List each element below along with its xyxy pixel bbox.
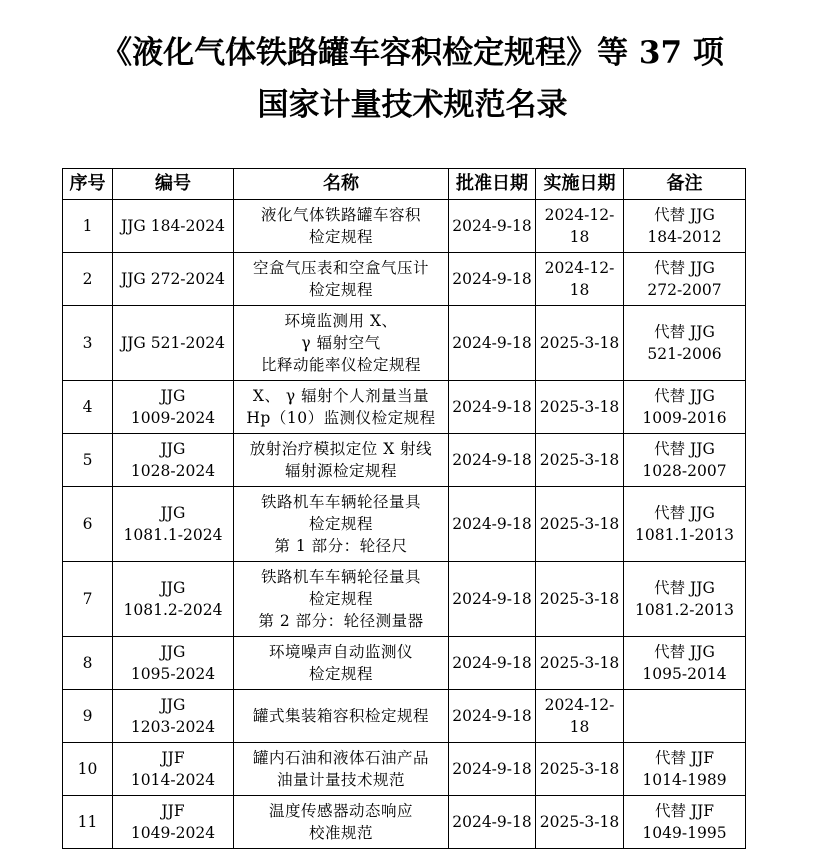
cell-code <box>113 306 234 381</box>
cell-code-line: 1203-2024 <box>130 718 216 736</box>
cell-code <box>113 637 234 690</box>
page-title-line-2: 国家计量技术规范名录 <box>257 87 568 123</box>
cell-name-line: 铁路机车车辆轮径量具 <box>260 493 421 511</box>
cell-approve-date: 2024-9-18 <box>449 743 536 796</box>
cell-name-line: 检定规程 <box>308 281 373 299</box>
cell-effective-date: 2024-12-18 <box>536 200 624 253</box>
cell-seq: 4 <box>63 381 113 434</box>
cell-note-line: 代替 JJG <box>654 440 715 458</box>
cell-code-line: JJG <box>160 579 186 597</box>
cell-name-line: 放射治疗模拟定位 X 射线 <box>249 440 433 458</box>
cell-code-line: JJG 521-2024 <box>120 334 225 352</box>
cell-seq: 10 <box>63 743 113 796</box>
cell-code-line: 1009-2024 <box>130 409 216 427</box>
cell-code-line: 1049-2024 <box>130 824 216 842</box>
cell-note <box>624 200 746 253</box>
cell-name <box>234 253 449 306</box>
cell-code-line: JJG <box>160 504 186 522</box>
cell-code-line: 1095-2024 <box>130 665 216 683</box>
cell-note-line: 521-2006 <box>647 345 722 363</box>
cell-effective-date: 2024-12-18 <box>536 690 624 743</box>
cell-note-line: 代替 JJG <box>654 206 715 224</box>
cell-name <box>234 381 449 434</box>
cell-note <box>624 381 746 434</box>
cell-seq: 6 <box>63 487 113 562</box>
cell-seq: 7 <box>63 562 113 637</box>
cell-approve-date: 2024-9-18 <box>449 562 536 637</box>
cell-note-line: 代替 JJG <box>654 643 715 661</box>
cell-name-line: 检定规程 <box>308 515 373 533</box>
cell-name <box>234 562 449 637</box>
cell-name-line: 第 1 部分：轮径尺 <box>274 537 408 555</box>
cell-note-line: 1081.2-2013 <box>635 601 734 619</box>
cell-approve-date: 2024-9-18 <box>449 637 536 690</box>
cell-code-line: JJG <box>160 643 186 661</box>
cell-name-line: 油量计量技术规范 <box>276 771 405 789</box>
table-row <box>63 487 746 562</box>
cell-note <box>624 743 746 796</box>
cell-code-line: JJG <box>160 440 186 458</box>
cell-seq: 5 <box>63 434 113 487</box>
table-row <box>63 562 746 637</box>
cell-approve-date: 2024-9-18 <box>449 253 536 306</box>
cell-note <box>624 637 746 690</box>
page-title-line-1: 《液化气体铁路罐车容积检定规程》等 37 项 <box>101 35 724 71</box>
header-code: 编号 <box>113 169 234 200</box>
cell-seq: 1 <box>63 200 113 253</box>
cell-note-line: 272-2007 <box>647 281 722 299</box>
table-row <box>63 690 746 743</box>
cell-code <box>113 253 234 306</box>
cell-note-line: 1049-1995 <box>642 824 727 842</box>
cell-approve-date: 2024-9-18 <box>449 200 536 253</box>
cell-name-line: 罐式集装箱容积检定规程 <box>252 707 429 725</box>
cell-note <box>624 306 746 381</box>
cell-effective-date: 2025-3-18 <box>536 637 624 690</box>
cell-name <box>234 200 449 253</box>
header-effective-date: 实施日期 <box>536 169 624 200</box>
cell-name-line: 辐射源检定规程 <box>284 462 397 480</box>
cell-name-line: 第 2 部分：轮径测量器 <box>258 612 424 630</box>
cell-seq: 3 <box>63 306 113 381</box>
cell-code-line: JJG 184-2024 <box>120 217 225 235</box>
table-row <box>63 796 746 849</box>
cell-name-line: 检定规程 <box>308 590 373 608</box>
cell-name <box>234 487 449 562</box>
table-row <box>63 637 746 690</box>
cell-effective-date: 2025-3-18 <box>536 796 624 849</box>
cell-code <box>113 487 234 562</box>
cell-note <box>624 253 746 306</box>
cell-note <box>624 562 746 637</box>
cell-name-line: 校准规范 <box>308 824 373 842</box>
cell-code-line: JJG <box>160 696 186 714</box>
cell-name-line: 比释动能率仪检定规程 <box>260 356 421 374</box>
cell-name-line: 空盒气压表和空盒气压计 <box>252 259 429 277</box>
cell-effective-date: 2025-3-18 <box>536 306 624 381</box>
cell-effective-date: 2025-3-18 <box>536 487 624 562</box>
cell-approve-date: 2024-9-18 <box>449 381 536 434</box>
specification-list-table <box>62 168 746 849</box>
cell-code <box>113 381 234 434</box>
cell-name-line: 环境监测用 X、 <box>284 312 398 330</box>
cell-note <box>624 487 746 562</box>
cell-approve-date: 2024-9-18 <box>449 487 536 562</box>
cell-code <box>113 743 234 796</box>
cell-name-line: X、 γ 辐射个人剂量当量 <box>252 387 430 405</box>
cell-name <box>234 434 449 487</box>
cell-name <box>234 637 449 690</box>
cell-effective-date: 2024-12-18 <box>536 253 624 306</box>
cell-note-line: 代替 JJG <box>654 259 715 277</box>
cell-name-line: 环境噪声自动监测仪 <box>268 643 413 661</box>
cell-code-line: 1081.1-2024 <box>123 526 223 544</box>
cell-code-line: 1081.2-2024 <box>123 601 223 619</box>
cell-approve-date: 2024-9-18 <box>449 306 536 381</box>
cell-note-line: 184-2012 <box>647 228 722 246</box>
cell-effective-date: 2025-3-18 <box>536 381 624 434</box>
cell-code-line: 1028-2024 <box>130 462 216 480</box>
header-note: 备注 <box>624 169 746 200</box>
cell-note-line: 1028-2007 <box>642 462 727 480</box>
table-body <box>63 200 746 849</box>
cell-name-line: 铁路机车车辆轮径量具 <box>260 568 421 586</box>
table-row <box>63 306 746 381</box>
cell-seq: 9 <box>63 690 113 743</box>
cell-note <box>624 796 746 849</box>
cell-note-line: 代替 JJG <box>654 387 715 405</box>
header-seq: 序号 <box>63 169 113 200</box>
cell-code <box>113 562 234 637</box>
cell-seq: 11 <box>63 796 113 849</box>
cell-note <box>624 434 746 487</box>
header-name: 名称 <box>234 169 449 200</box>
cell-effective-date: 2025-3-18 <box>536 434 624 487</box>
cell-name <box>234 690 449 743</box>
table-row <box>63 200 746 253</box>
cell-code-line: JJF <box>161 749 185 767</box>
cell-seq: 8 <box>63 637 113 690</box>
cell-note-line: 1009-2016 <box>642 409 727 427</box>
table-row <box>63 434 746 487</box>
table-header-row <box>63 169 746 200</box>
cell-name-line: 温度传感器动态响应 <box>268 802 413 820</box>
cell-effective-date: 2025-3-18 <box>536 562 624 637</box>
cell-approve-date: 2024-9-18 <box>449 434 536 487</box>
cell-note-line: 代替 JJF <box>654 749 715 767</box>
cell-code-line: JJG <box>160 387 186 405</box>
cell-seq: 2 <box>63 253 113 306</box>
cell-name-line: γ 辐射空气 <box>301 334 381 352</box>
cell-code <box>113 690 234 743</box>
cell-note-line: 代替 JJG <box>654 323 715 341</box>
cell-name <box>234 743 449 796</box>
cell-effective-date: 2025-3-18 <box>536 743 624 796</box>
cell-approve-date: 2024-9-18 <box>449 796 536 849</box>
cell-code <box>113 434 234 487</box>
table-row <box>63 253 746 306</box>
cell-code-line: 1014-2024 <box>130 771 216 789</box>
cell-note-line: 1081.1-2013 <box>635 526 734 544</box>
table-row <box>63 743 746 796</box>
cell-name-line: Hp（10）监测仪检定规程 <box>246 409 436 427</box>
cell-name-line: 检定规程 <box>308 665 373 683</box>
header-approve-date: 批准日期 <box>449 169 536 200</box>
cell-code <box>113 200 234 253</box>
cell-name <box>234 796 449 849</box>
cell-code <box>113 796 234 849</box>
cell-name <box>234 306 449 381</box>
cell-code-line: JJG 272-2024 <box>120 270 225 288</box>
cell-note <box>624 690 746 743</box>
cell-code-line: JJF <box>161 802 185 820</box>
cell-name-line: 检定规程 <box>308 228 373 246</box>
cell-name-line: 罐内石油和液体石油产品 <box>252 749 429 767</box>
cell-note-line: 1014-1989 <box>642 771 727 789</box>
cell-approve-date: 2024-9-18 <box>449 690 536 743</box>
cell-note-line: 1095-2014 <box>642 665 727 683</box>
cell-note-line: 代替 JJG <box>654 504 715 522</box>
cell-note-line: 代替 JJF <box>654 802 715 820</box>
cell-note-line: 代替 JJG <box>654 579 715 597</box>
cell-name-line: 液化气体铁路罐车容积 <box>260 206 421 224</box>
table-row <box>63 381 746 434</box>
